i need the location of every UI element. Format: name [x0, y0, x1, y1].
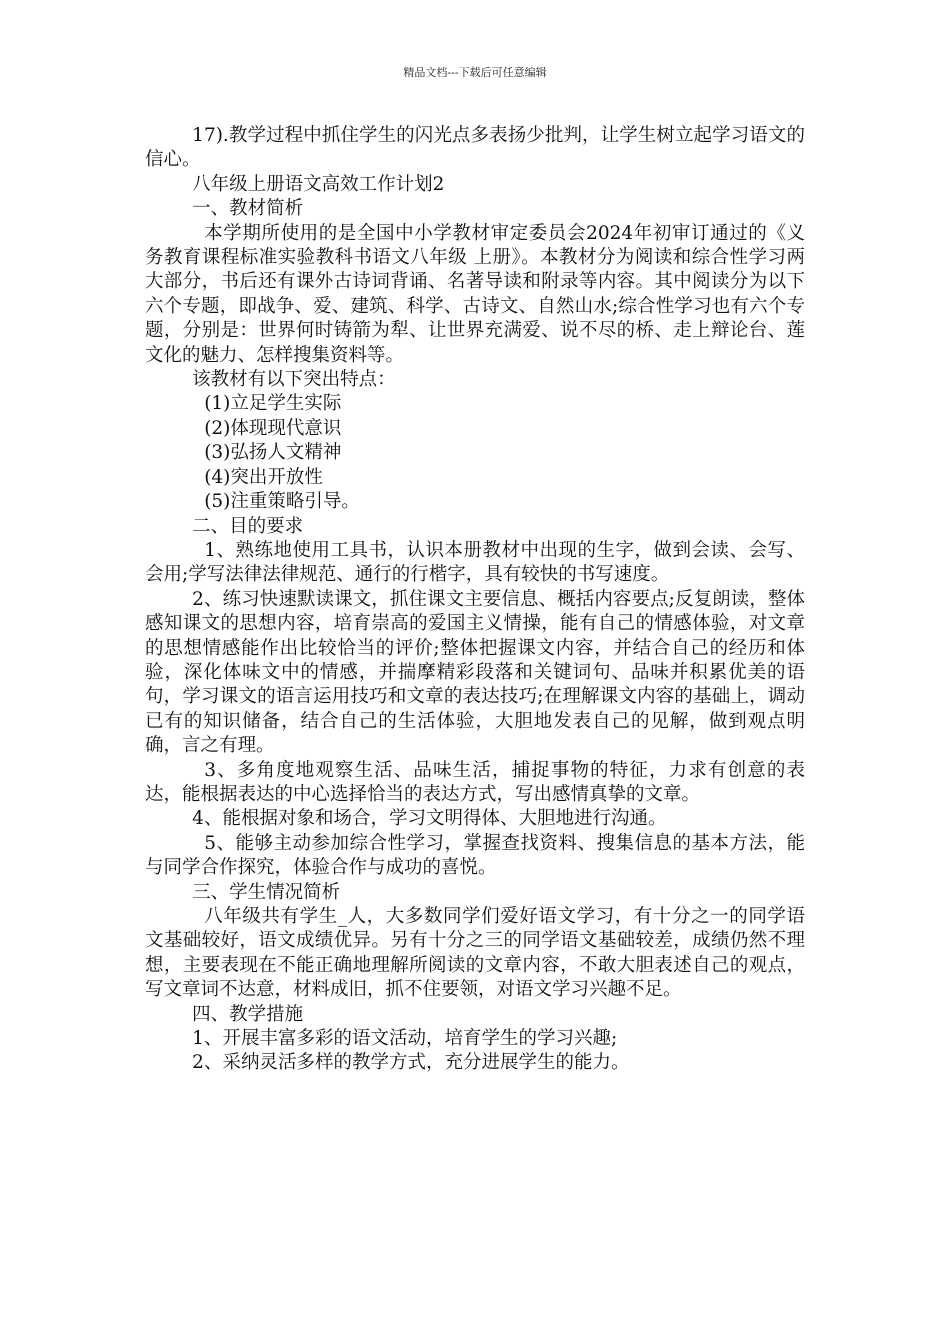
list-item: (5)注重策略引导。 [204, 491, 360, 513]
list-item: (1)立足学生实际 [204, 393, 342, 415]
section-heading: 四、教学措施 [192, 1003, 304, 1025]
list-item: (2)体现现代意识 [204, 417, 342, 439]
list-item: (4)突出开放性 [204, 466, 323, 488]
paragraph: 该教材有以下突出特点： [192, 369, 396, 391]
paragraph: 3、多角度地观察生活、品味生活，捕捉事物的特征，力求有创意的表达，能根据表达的中心选择恰当的表达方式，写出感情真挚的文章。 [145, 759, 805, 805]
paragraph: 2、练习快速默读课文，抓住课文主要信息、概括内容要点;反复朗读，整体感知课文的思想内容，培育崇高的爱国主义情操，能有自己的情感体验，对文章的思想情感能作出比较恰当的评价;整体把握课文内容，并结合自己的经历和体验，深化体味文中的情感，并揣摩精彩段落和关键词句、品味并积累优美的语句，学习课文的语言运用技巧和文章的表达技巧;在理解课文内容的基础上，调动已有的知识储备，结合自己的生活体验，大胆地发表自己的见解，做到观点明确，言之有理。 [145, 588, 805, 757]
paragraph: 4、能根据对象和场合，学习文明得体、大胆地进行沟通。 [192, 808, 667, 830]
section-heading: 一、教材简析 [192, 198, 304, 220]
paragraph: 2、采纳灵活多样的教学方式，充分进展学生的能力。 [192, 1052, 630, 1074]
paragraph: 八年级共有学生_人，大多数同学们爱好语文学习，有十分之一的同学语文基础较好，语文成绩优异。另有十分之三的同学语文基础较差，成绩仍然不理想，主要表现在不能正确地理解所阅读的文章内容，不敢大胆表述自己的观点，写文章词不达意，材料成旧，抓不住要领，对语文学习兴趣不足。 [145, 906, 805, 1001]
paragraph: 1、熟练地使用工具书，认识本册教材中出现的生字，做到会读、会写、会用;学写法律法律规范、通行的行楷字，具有较快的书写速度。 [145, 539, 805, 586]
section-heading: 二、目的要求 [192, 515, 304, 537]
section-heading: 三、学生情况简析 [192, 881, 341, 903]
paragraph: 1、开展丰富多彩的语文活动，培育学生的学习兴趣; [192, 1028, 618, 1050]
paragraph: 17).教学过程中抓住学生的闪光点多表扬少批判，让学生树立起学习语文的信心。 [145, 125, 805, 171]
list-item: (3)弘扬人文精神 [204, 442, 342, 464]
section-title: 八年级上册语文高效工作计划2 [192, 173, 445, 195]
page-header: 精品文档---下载后可任意编辑 [403, 66, 547, 79]
paragraph: 本学期所使用的是全国中小学教材审定委员会2024年初审订通过的《义务教育课程标准实验教科书语文八年级 上册》。本教材分为阅读和综合性学习两大部分，书后还有课外古诗词背诵、名著导读和附录等内容。其中阅读分为以下六个专题，即战争、爱、建筑、科学、古诗文、自然山水;综合性学习也有六个专题，分别是：世界何时铸箭为犁、让世界充满爱、说不尽的桥、走上辩论台、莲文化的魅力、怎样搜集资料等。 [145, 222, 805, 366]
document-body [145, 124, 805, 1076]
paragraph: 5、能够主动参加综合性学习，掌握查找资料、搜集信息的基本方法，能与同学合作探究，体验合作与成功的喜悦。 [145, 832, 805, 879]
